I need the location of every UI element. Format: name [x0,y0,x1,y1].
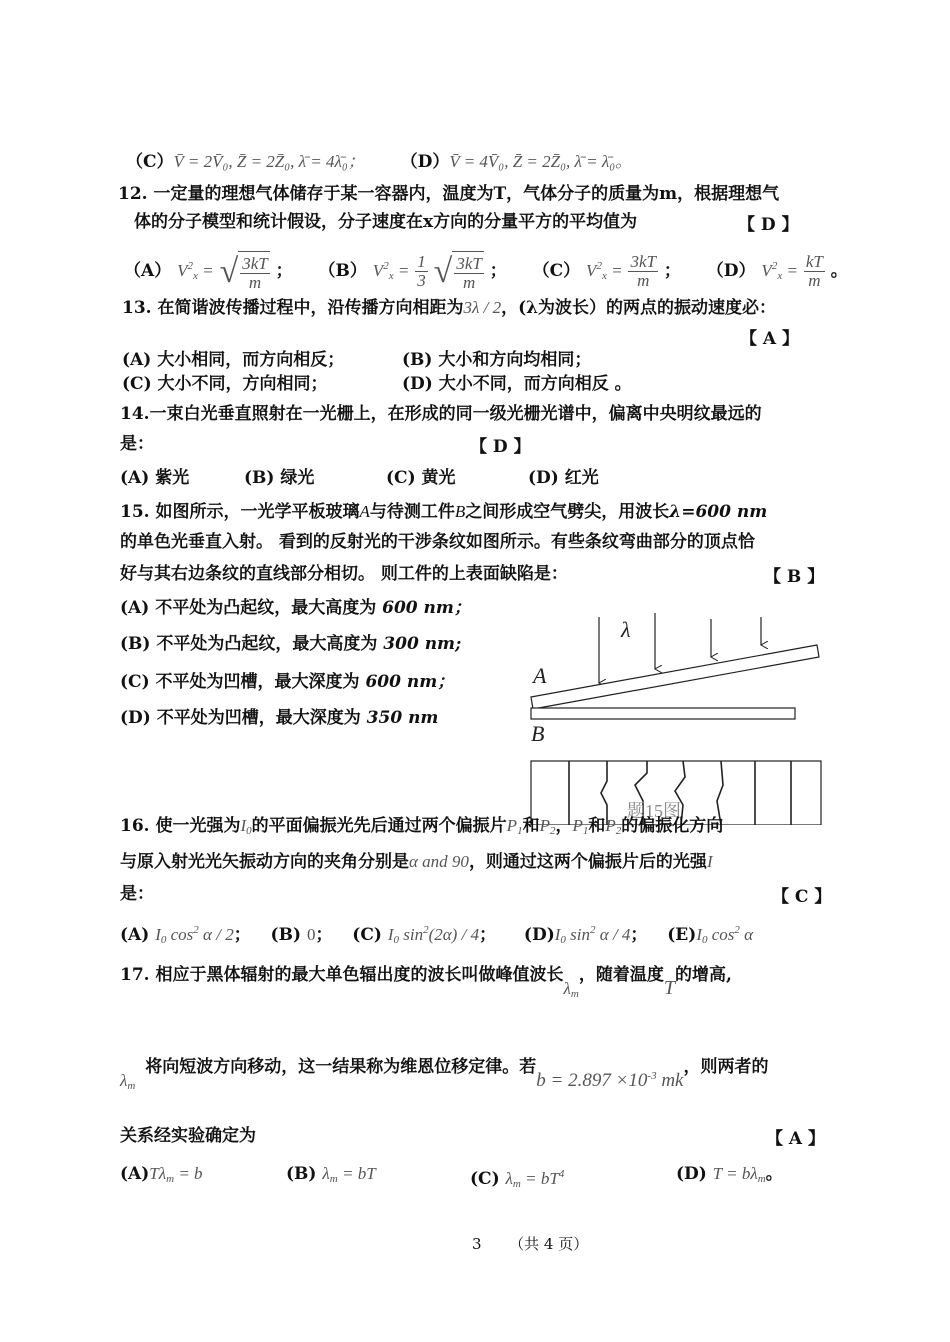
q16-options: (A) $I_0$ $\cos^2 \alpha / 2$； (B) 0； (C) $I_0$ $\sin^2(2\alpha) / 4$； $(D)I_0$ $\sin^2 \alpha / 4$； $(E)I_0$ $\cos^2 \alpha$ [120,924,754,946]
q14-line1: 14.一束白光垂直照射在一光栅上，在形成的同一级光栅光谱中，偏离中央明纹最远的 [120,404,762,424]
q15-line1-post: 之间形成空气劈尖，用波长 [465,502,670,522]
q15-opt-a-value: 600 nm； [382,598,471,618]
q16-line3: 是： [120,884,154,904]
q13-opt-c: (C) 大小不同，方向相同； [122,374,328,394]
q12-opt-c-sep: ； [663,261,681,281]
q17-opt-d: (D) $T = b\lambda_m$。 [676,1164,783,1185]
q13-answer: 【 A 】 [740,329,800,349]
q17-t: T [663,977,675,999]
q15-figure [525,605,835,825]
q14-line2: 是： [120,434,154,454]
q11-opt-d-expr: V̄ = 4V̄₀, Z̄ = 2Z̄₀, λ̄ = λ̄₀。 [449,152,633,171]
q16-angles: α and 90 [409,852,469,871]
q13-opt-d: (D) 大小不同，而方向相反 。 [402,374,632,394]
q12-opt-c-lhs: $V^2_x$ = [586,260,623,282]
q17-opt-c: (C) $\lambda_m = bT^4$ [470,1168,565,1190]
q16-p1: $P_1$ [506,816,523,837]
q11-opt-c-expr: V̄ = 2V̄₀, Z̄ = 2Z̄₀, λ̄ = 4λ̄₀； [173,152,365,171]
glass-plate-a [531,645,819,709]
q16-opt-a-expr: $I_0$ $\cos^2 \alpha / 2$ [155,924,234,946]
q16-opt-d-expr: $I_0$ $\sin^2 \alpha / 4$ [554,924,631,946]
q12-options [124,246,848,296]
q12-opt-a-sqrt: $\frac{3kT}{m}$ [238,251,270,292]
q14-opt-a: (A) 紫光 [120,468,190,488]
q12-opt-d-frac: $\frac{kT}{m}$ [805,252,823,290]
q16-i: I [706,852,713,871]
q12-opt-b-lhs: $V^2_x$ = [372,260,410,282]
q12-opt-a-lhs: $V^2_x$ = [177,260,214,282]
q12-opt-a-label: （A） [124,261,172,281]
q12-line1: 12. 一定量的理想气体储存于某一容器内，温度为T，气体分子的质量为m，根据理想气 [118,184,780,204]
q13-line1-post: ，(λ为波长）的两点的振动速度必： [501,298,777,318]
q12-opt-c-frac: $\frac{3kT}{m}$ [630,252,656,290]
q15-opt-b-value: 300 nm; [383,634,462,654]
q16-opt-b-expr: 0 [306,925,316,944]
q15-opt-c-value: 600 nm； [365,672,455,692]
q13-line1 [122,296,776,320]
q17-opt-a: $(A)T\lambda_m = b$ [120,1164,203,1185]
q17-opt-d-expr: $T = b\lambda_m$ [712,1164,766,1185]
q17-opt-b: (B) $\lambda_m$ = bT [286,1164,376,1185]
q16-p1b: $P_1$ [572,816,589,837]
fig-label-b: B [531,721,545,746]
q14-opt-c: (C) 黄光 [386,468,456,488]
q15-opt-d: (D) 不平处为凹槽，最大深度为 350 nm [120,708,439,728]
q12-opt-b-sqrt: $\frac{3kT}{m}$ [452,251,484,292]
q13-line1-pre: 13. 在简谐波传播过程中，沿传播方向相距为 [122,298,464,318]
q12-opt-d-end: 。 [830,261,848,281]
q11-opt-c-label: （C） [126,152,174,172]
q13-distance: 3λ / 2 [463,298,502,317]
q14-answer: 【 D 】 [470,437,531,457]
q15-opt-c: (C) 不平处为凹槽，最大深度为 600 nm； [120,672,455,692]
q16-p2: $P_2$ [539,816,556,837]
q16-opt-e-expr: $I_0$ $\cos^2 \alpha$ [696,924,754,946]
q12-opt-d-lhs: $V^2_x$ = [761,260,798,282]
q12-opt-b-radical: √ [433,252,453,290]
q16-opt-e-label: (E) [667,925,697,945]
q15-line1-pre: 15. 如图所示，一光学平板玻璃 [120,502,360,522]
q16-answer: 【 C 】 [772,887,832,907]
q16-line2: 与原入射光光矢振动方向的夹角分别是α and 90，则通过这两个偏振片后的光强I [120,852,713,872]
fig-label-a: A [533,663,547,688]
q15-opt-d-value: 350 nm [366,708,439,728]
fig-caption: 题15图 [627,801,681,821]
q17-line3: 关系经实验确定为 [120,1126,256,1146]
q16-p2b: $P_2$ [605,816,622,837]
q12-opt-b-frac: $\frac{1}{3}$ [417,252,426,290]
q16-opt-a-label: (A) [120,925,150,945]
q16-line1: 16. 使一光强为$I_0$的平面偏振光先后通过两个偏振片$P_1$和$P_2$，$P_1$和$P_2$的偏振化方向 [120,816,724,837]
q17-line1: 17. 相应于黑体辐射的最大单色辐出度的波长叫做峰值波长$\lambda_m$，随着温度T的增高, [120,965,732,1000]
q16-opt-b-label: (B) [270,925,302,945]
q15-sym-a: A [359,502,370,521]
q16-i0: $I_0$ [240,816,252,837]
q12-answer: 【 D 】 [738,215,799,235]
q17-line2: $\lambda_m$ 将向短波方向移动，这一结果称为维恩位移定律。若$b = 2.897 \times 10^{-3}$ mk，则两者的 [120,1057,769,1092]
q17-lambda-m-2: $\lambda_m$ [120,1071,136,1092]
q17-lambda-m: $\lambda_m$ [563,979,579,1000]
q12-opt-a-radical: √ [219,252,239,290]
q12-opt-d-label: （D） [706,261,756,281]
q16-opt-c-expr: $I_0$ $\sin^2(2\alpha) / 4$ [387,924,480,946]
q13-opt-a: (A) 大小相同，而方向相反； [122,350,345,370]
q17-opt-b-expr: $\lambda_m$ = bT [322,1164,376,1185]
q16-opt-d-label: (D) [523,925,555,945]
q15-line3: 好与其右边条纹的直线部分相切。 则工件的上表面缺陷是： [120,564,568,584]
q15-opt-b: (B) 不平处为凸起纹，最大高度为 300 nm; [120,634,462,654]
q11-options [126,150,632,174]
q15-line2: 的单色光垂直入射。 看到的反射光的干涉条纹如图所示。有些条纹弯曲部分的顶点恰 [120,532,755,552]
fig-lambda-label: λ [621,617,631,642]
q15-opt-a: (A) 不平处为凸起纹，最大高度为 600 nm； [120,598,471,618]
q14-opt-b: (B) 绿光 [244,468,315,488]
q17-opt-a-expr: $T\lambda_m = b$ [149,1164,203,1185]
q12-opt-a-sep: ； [275,261,293,281]
q17-answer: 【 A 】 [766,1129,826,1149]
q17-opt-c-expr: $\lambda_m = bT^4$ [505,1168,565,1190]
page-number: 3 （共 4 页） [472,1235,589,1253]
q12-opt-b-sep: ； [489,261,507,281]
q12-opt-b-label: （B） [318,261,367,281]
q15-wavelength: λ=600 nm [669,502,768,522]
q12-line2: 体的分子模型和统计假设，分子速度在x方向的分量平方的平均值为 [134,212,638,232]
q15-line1-mid: 与待测工件 [369,502,455,522]
q13-opt-b: (B) 大小和方向均相同； [402,350,592,370]
q14-opt-d: (D) 红光 [528,468,599,488]
q17-b-expr: $b = 2.897 \times 10^{-3}$ mk [536,1070,684,1091]
q15-line1 [120,500,767,524]
q16-opt-c-label: (C) [352,925,382,945]
q15-answer: 【 B 】 [764,567,825,587]
q11-opt-d-label: （D） [400,152,450,172]
page-total: （共 4 页） [509,1235,589,1253]
workpiece-b [531,708,795,719]
q12-opt-c-label: （C） [532,261,581,281]
q15-sym-b: B [454,502,466,521]
